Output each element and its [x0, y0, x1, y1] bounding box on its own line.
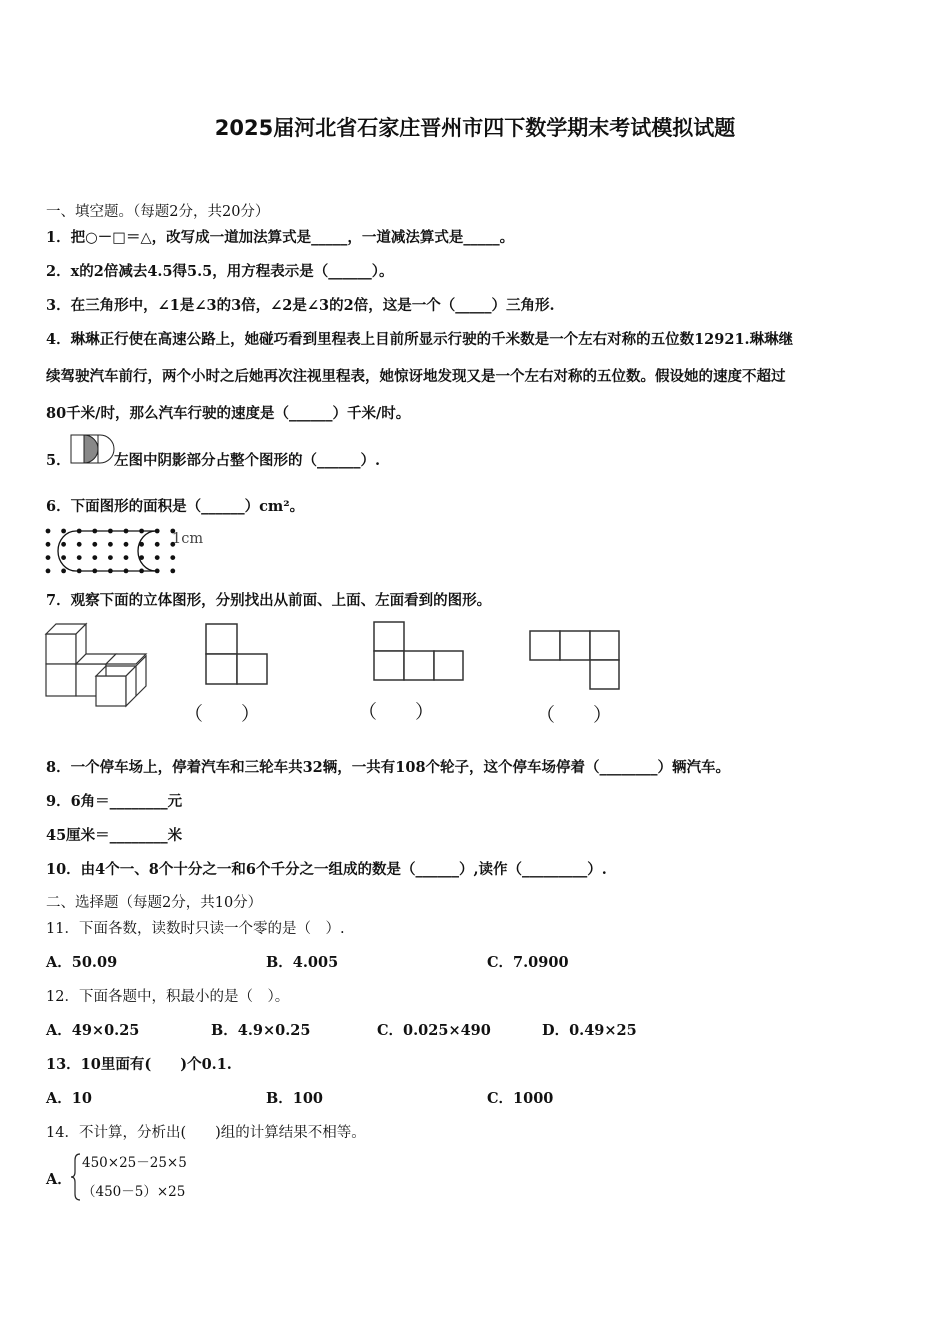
unit-label-1cm: 1cm [172, 531, 204, 547]
question-4-line-1: 4．琳琳正行使在高速公路上，她碰巧看到里程表上目前所显示行驶的千米数是一个左右对称的五位数12921.琳琳继 [46, 331, 794, 348]
grid-dot [61, 569, 66, 574]
q12-option-d: D．0.49×25 [542, 1022, 637, 1039]
question-6: 6．下面图形的面积是（______）cm²。 [46, 498, 305, 515]
question-14: 14．不计算，分析出( )组的计算结果不相等。 [46, 1125, 366, 1141]
grid-dot [155, 555, 160, 560]
q12-option-b: B．4.9×0.25 [211, 1022, 311, 1039]
q13-option-c: C．1000 [487, 1090, 554, 1107]
question-4-line-2: 续驾驶汽车前行，两个小时之后她再次注视里程表，她惊讶地发现又是一个左右对称的五位数。假设她的速度不超过 [46, 368, 786, 385]
grid-dot [61, 529, 66, 534]
question-2: 2．x的2倍减去4.5得5.5，用方程表示是（______）。 [46, 263, 394, 280]
q14-expression-2: （450－5）×25 [82, 1184, 186, 1200]
question-5-text: 左图中阴影部分占整个图形的（______）. [114, 452, 381, 469]
grid-dot [92, 542, 97, 547]
left-brace-icon [70, 1152, 82, 1202]
grid-dot [124, 542, 129, 547]
q11-option-c: C．7.0900 [487, 954, 569, 971]
grid-dot [77, 555, 82, 560]
question-11: 11．下面各数，读数时只读一个零的是（ ）. [46, 921, 345, 937]
q11-option-b: B．4.005 [266, 954, 339, 971]
question-9a: 9．6角＝________元 [46, 793, 183, 810]
question-9b: 45厘米＝________米 [46, 827, 183, 844]
solid-cube-figure [44, 622, 148, 708]
grid-dot [46, 569, 51, 574]
question-13: 13．10里面有( )个0.1. [46, 1056, 232, 1073]
view-shape-1 [204, 622, 270, 686]
shaded-shape-figure [70, 434, 116, 464]
q13-option-a: A．10 [46, 1090, 92, 1107]
grid-dot [46, 542, 51, 547]
section-2-heading: 二、选择题（每题2分，共10分） [46, 895, 263, 911]
grid-dot [61, 542, 66, 547]
q12-option-c: C．0.025×490 [377, 1022, 491, 1039]
question-3: 3．在三角形中，∠1是∠3的3倍，∠2是∠3的2倍，这是一个（_____）三角形. [46, 297, 555, 314]
answer-paren-2: （ ） [358, 701, 435, 723]
grid-dot [170, 555, 175, 560]
page-title: 2025届河北省石家庄晋州市四下数学期末考试模拟试题 [214, 116, 736, 140]
question-1: 1．把○－□＝△，改写成一道加法算式是_____，一道减法算式是_____。 [46, 229, 515, 246]
question-4-line-3: 80千米/时，那么汽车行驶的速度是（______）千米/时。 [46, 405, 411, 422]
q12-option-a: A．49×0.25 [46, 1022, 140, 1039]
section-1-heading: 一、填空题。（每题2分，共20分） [46, 204, 270, 220]
grid-dot [61, 555, 66, 560]
view-shape-3 [528, 629, 622, 691]
grid-dot [124, 555, 129, 560]
q14-expression-1: 450×25－25×5 [82, 1155, 187, 1171]
grid-dot [92, 555, 97, 560]
question-10: 10．由4个一、8个十分之一和6个千分之一组成的数是（______）,读作（_________）. [46, 861, 607, 878]
answer-paren-3: （ ） [536, 704, 613, 726]
grid-dot [108, 542, 113, 547]
dot-grid-figure [44, 524, 184, 576]
q11-option-a: A．50.09 [46, 954, 118, 971]
q14-option-a-label: A． [46, 1171, 72, 1188]
grid-dot [77, 542, 82, 547]
question-12: 12．下面各题中，积最小的是（ ）。 [46, 989, 290, 1005]
grid-dot [108, 555, 113, 560]
grid-dot [46, 529, 51, 534]
question-8: 8．一个停车场上，停着汽车和三轮车共32辆，一共有108个轮子，这个停车场停着（________）辆汽车。 [46, 759, 731, 776]
q13-option-b: B．100 [266, 1090, 324, 1107]
grid-dot [46, 555, 51, 560]
question-7: 7．观察下面的立体图形，分别找出从前面、上面、左面看到的图形。 [46, 592, 492, 609]
view-shape-2 [372, 620, 466, 682]
answer-paren-1: （ ） [184, 703, 261, 725]
question-5-number: 5． [46, 452, 71, 469]
grid-dot [170, 569, 175, 574]
grid-dot [155, 542, 160, 547]
